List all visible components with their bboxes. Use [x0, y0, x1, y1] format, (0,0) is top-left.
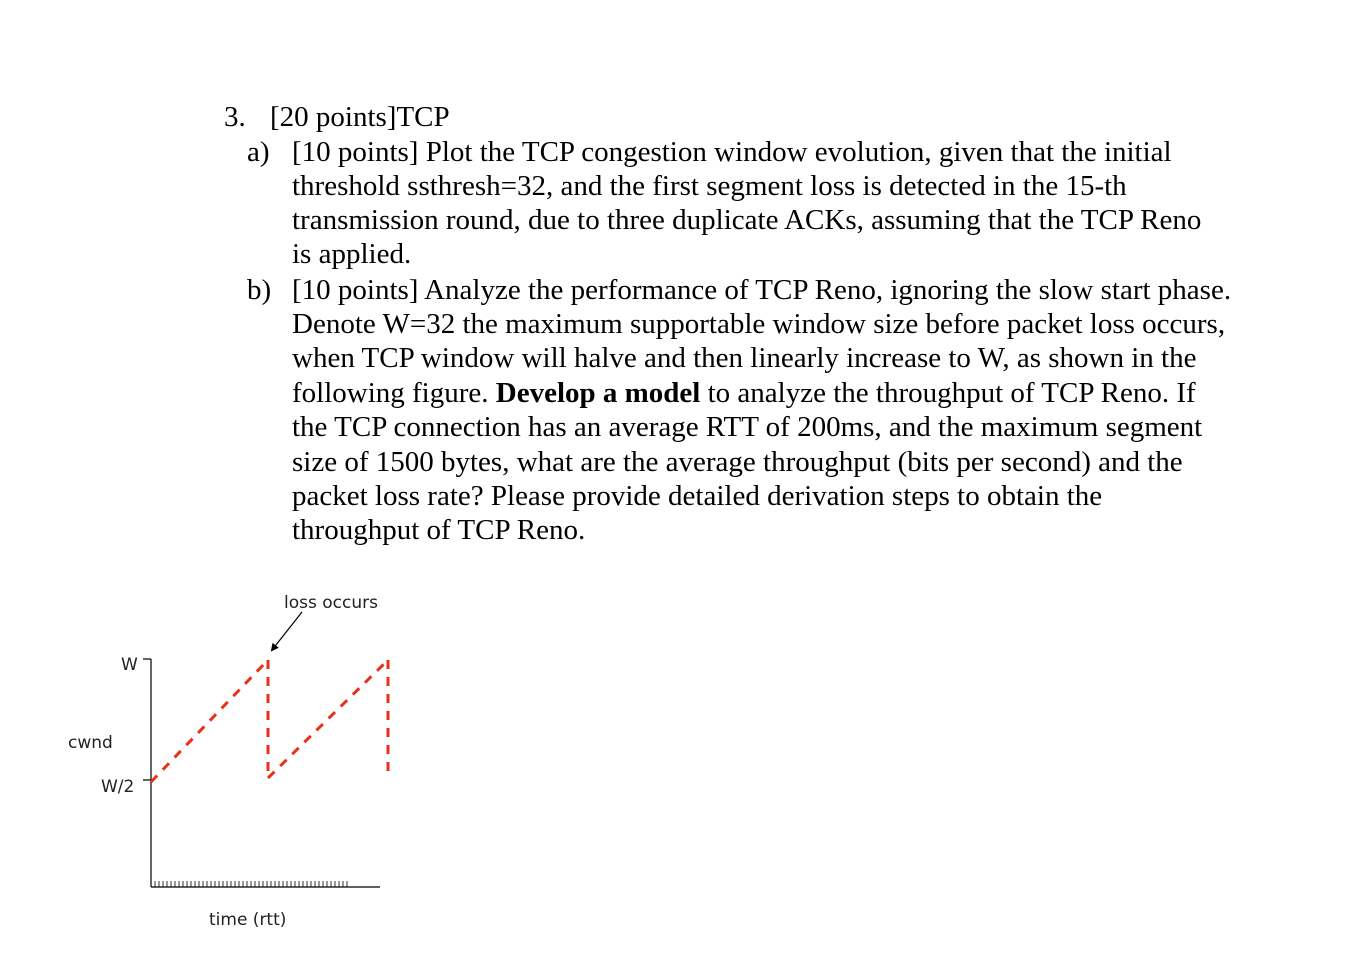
- loss-arrow-icon: [272, 612, 302, 650]
- y-tick-w-label: W: [121, 655, 138, 675]
- cwnd-sawtooth-figure: [0, 580, 420, 950]
- part-b-line-7: packet loss rate? Please provide detailed derivation steps to obtain the: [292, 480, 1103, 512]
- part-b-line-4: [292, 376, 1196, 410]
- part-a-line-4: is applied.: [292, 238, 412, 270]
- part-b-line-2: Denote W=32 the maximum supportable window size before packet loss occurs,: [292, 308, 1226, 340]
- part-a-line-3: transmission round, due to three duplicate ACKs, assuming that the TCP Reno: [292, 204, 1202, 236]
- part-b-line-3: when TCP window will halve and then linearly increase to W, as shown in the: [292, 342, 1197, 374]
- x-axis-label: time (rtt): [209, 910, 287, 930]
- cwnd-ramp-2: [268, 660, 388, 778]
- part-b-line-6: size of 1500 bytes, what are the average throughput (bits per second) and the: [292, 446, 1183, 478]
- x-axis-ticks: [155, 881, 347, 887]
- part-b-line-4-before: following figure.: [292, 377, 496, 409]
- y-tick-w-half-label: W/2: [101, 777, 135, 797]
- y-axis-label: cwnd: [68, 733, 113, 753]
- cwnd-ramp-1: [151, 660, 268, 782]
- question-title: [20 points]TCP: [270, 101, 450, 133]
- part-b-line-1: [10 points] Analyze the performance of TCP Reno, ignoring the slow start phase.: [292, 274, 1232, 306]
- part-b-line-8: throughput of TCP Reno.: [292, 514, 586, 546]
- part-b-line-4-after: to analyze the throughput of TCP Reno. If: [700, 377, 1196, 409]
- part-a-line-1: [10 points] Plot the TCP congestion window evolution, given that the initial: [292, 136, 1172, 168]
- develop-a-model-bold: Develop a model: [495, 377, 701, 409]
- question-number: 3.: [224, 101, 246, 133]
- part-a-label: a): [247, 136, 270, 168]
- part-b-line-5: the TCP connection has an average RTT of 200ms, and the maximum segment: [292, 411, 1203, 443]
- part-a-line-2: threshold ssthresh=32, and the first segment loss is detected in the 15-th: [292, 170, 1127, 202]
- part-b-label: b): [247, 274, 272, 306]
- cwnd-sawtooth-series: [151, 660, 388, 782]
- loss-occurs-label: loss occurs: [284, 593, 378, 613]
